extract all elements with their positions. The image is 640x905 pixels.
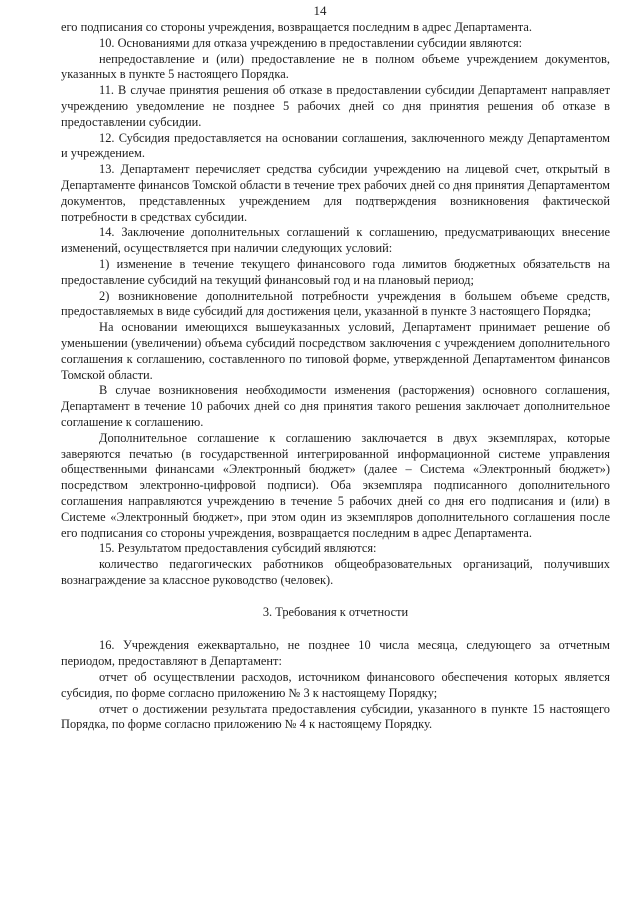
paragraph: 2) возникновение дополнительной потребности учреждения в большем объеме средств, предоставляемых в виде субсидий для достижения цели, указанной в пункте 3 настоящего Порядка; [61, 288, 610, 319]
paragraph: 16. Учреждения ежеквартально, не позднее 10 числа месяца, следующего за отчетным периодом, предоставляют в Департамент: [61, 638, 610, 669]
paragraph: Дополнительное соглашение к соглашению заключается в двух экземплярах, которые заверяются печатью (в государственной интегрированной информационной системе управления общественными финансами «Электронный бюджет» (далее – Система «Электронный бюджет») посредством электронно-цифровой подписи). Оба экземпляра подписанного дополнительного соглашения направляются учреждению в течение 5 рабочих дней со дня его подписания и (или) в Системе «Электронный бюджет», при этом один из экземпляров дополнительного соглашения после его подписания со стороны учреждения, возвращается последним в адрес Департамента. [61, 430, 610, 540]
paragraph: На основании имеющихся вышеуказанных условий, Департамент принимает решение об уменьшении (увеличении) объема субсидий посредством заключения с учреждением дополнительного соглашения к соглашению, составленного по типовой форме, утвержденной Департаментом финансов Томской области. [61, 320, 610, 382]
paragraph: отчет об осуществлении расходов, источником финансового обеспечения которых является субсидия, по форме согласно приложению № 3 к настоящему Порядку; [61, 670, 610, 700]
paragraph: непредоставление и (или) предоставление не в полном объеме учреждением документов, указанных в пункте 5 настоящего Порядка. [61, 51, 610, 82]
paragraph: отчет о достижении результата предоставления субсидии, указанного в пункте 15 настоящего Порядка, по форме согласно приложению № 4 к настоящему Порядку. [61, 701, 610, 732]
paragraph: 10. Основаниями для отказа учреждению в предоставлении субсидии являются: [99, 35, 523, 50]
paragraph: В случае возникновения необходимости изменения (расторжения) основного соглашения, Департамент в течение 10 рабочих дней со дня принятия такого решения заключает дополнительное соглашение к соглашению. [61, 383, 610, 429]
paragraph: количество педагогических работников общеобразовательных организаций, получивших вознаграждение за классное руководство (человек). [61, 557, 610, 587]
paragraph: 12. Субсидия предоставляется на основании соглашения, заключенного между Департаментом и учреждением. [61, 130, 610, 161]
paragraph: 1) изменение в течение текущего финансового года лимитов бюджетных обязательств на предоставление субсидий на текущий финансовый год и на плановый период; [61, 256, 610, 287]
section-heading: 3. Требования к отчетности [262, 604, 409, 619]
paragraph: его подписания со стороны учреждения, возвращается последним в адрес Департамента. [61, 20, 532, 34]
paragraph: 13. Департамент перечисляет средства субсидии учреждению на лицевой счет, открытый в Департаменте финансов Томской области в течение трех рабочих дней со дня принятия Департаментом документов, представленных учреждением для подтверждения возникновения фактической потребности в средствах субсидии. [61, 162, 610, 224]
paragraph: 11. В случае принятия решения об отказе в предоставлении субсидии Департамент направляет учреждению уведомление не позднее 5 рабочих дней со дня принятия решения об отказе в предоставлении субсидии. [61, 83, 610, 129]
paragraph: 15. Результатом предоставления субсидий являются: [99, 541, 377, 556]
document-body [61, 20, 610, 733]
paragraph: 14. Заключение дополнительных соглашений к соглашению, предусматривающих внесение изменений, осуществляется при наличии следующих условий: [61, 225, 610, 256]
page-number: 14 [313, 3, 327, 18]
